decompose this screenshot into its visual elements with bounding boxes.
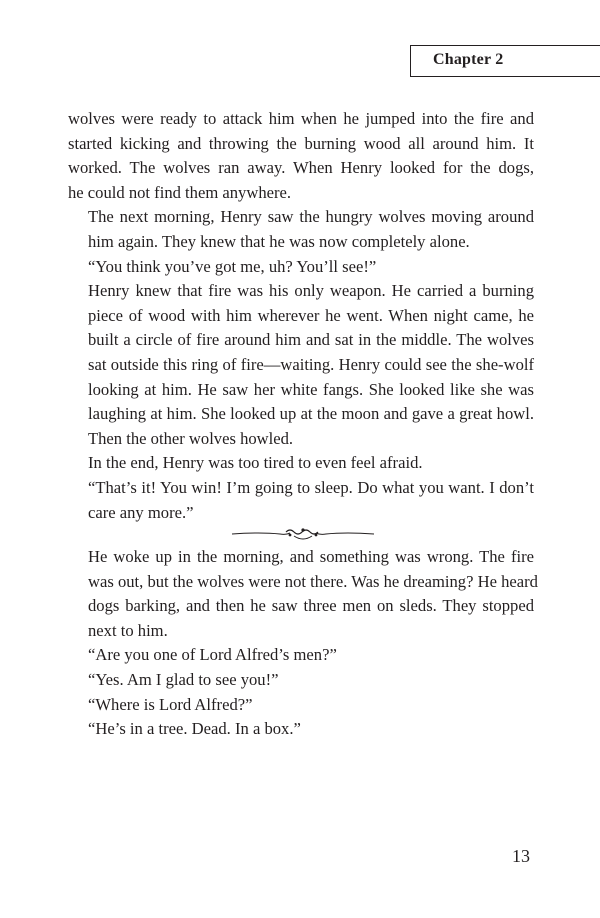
text-line: piece of wood with him wherever he went. When night came, he [88, 305, 534, 325]
text-line: worked. The wolves ran away. When Henry looked for the dogs, [68, 158, 534, 178]
text-line: “That’s it! You win! I’m going to sleep. Do what you want. I don’t [88, 477, 534, 497]
text-line: “Yes. Am I glad to see you!” [88, 669, 279, 689]
text-line: Henry knew that fire was his only weapon. He carried a burning [88, 281, 534, 301]
paragraph [68, 476, 534, 525]
text-line: care any more.” [88, 502, 194, 522]
text-line: sat outside this ring of fire—waiting. Henry could see the she-wolf [88, 354, 534, 374]
paragraph [68, 693, 534, 718]
text-line: “He’s in a tree. Dead. In a box.” [88, 719, 301, 739]
text-line: looking at him. He saw her white fangs. She looked like she was [88, 379, 534, 399]
paragraph [68, 205, 534, 254]
paragraph [68, 643, 534, 668]
text-line: The next morning, Henry saw the hungry wolves moving around [88, 207, 534, 227]
chapter-title: Chapter 2 [433, 51, 504, 68]
text-line: next to him. [88, 620, 168, 640]
chapter-header-box [410, 45, 600, 77]
text-section-2 [68, 545, 538, 742]
paragraph [68, 107, 534, 205]
text-line: laughing at him. She looked up at the moon and gave a great howl. [88, 404, 534, 424]
text-line: dogs barking, and then he saw three men on sleds. They stopped [88, 596, 534, 616]
text-line: wolves were ready to attack him when he jumped into the fire and [68, 109, 534, 128]
text-line: “You think you’ve got me, uh? You’ll see!” [88, 256, 377, 276]
text-line: “Where is Lord Alfred?” [88, 694, 253, 714]
page-number: 13 [512, 846, 530, 866]
paragraph [68, 545, 538, 643]
paragraph [68, 279, 534, 451]
text-line: He woke up in the morning, and something was wrong. The fire [88, 547, 534, 566]
text-line: built a circle of fire around him and sat in the middle. The wolves [88, 330, 534, 350]
paragraph [68, 717, 534, 742]
paragraph [68, 451, 534, 476]
text-line: him again. They knew that he was now completely alone. [88, 231, 470, 251]
text-line: “Are you one of Lord Alfred’s men?” [88, 645, 337, 665]
text-line: started kicking and throwing the burning wood all around him. It [68, 133, 534, 153]
paragraph [68, 668, 534, 693]
text-section-1 [68, 107, 534, 525]
paragraph [68, 255, 534, 280]
section-divider-ornament-icon [230, 524, 376, 542]
text-line: Then the other wolves howled. [88, 428, 294, 448]
text-line: In the end, Henry was too tired to even feel afraid. [88, 453, 423, 473]
text-line: was out, but the wolves were not there. Was he dreaming? He heard [88, 571, 538, 591]
text-line: he could not find them anywhere. [68, 182, 292, 202]
